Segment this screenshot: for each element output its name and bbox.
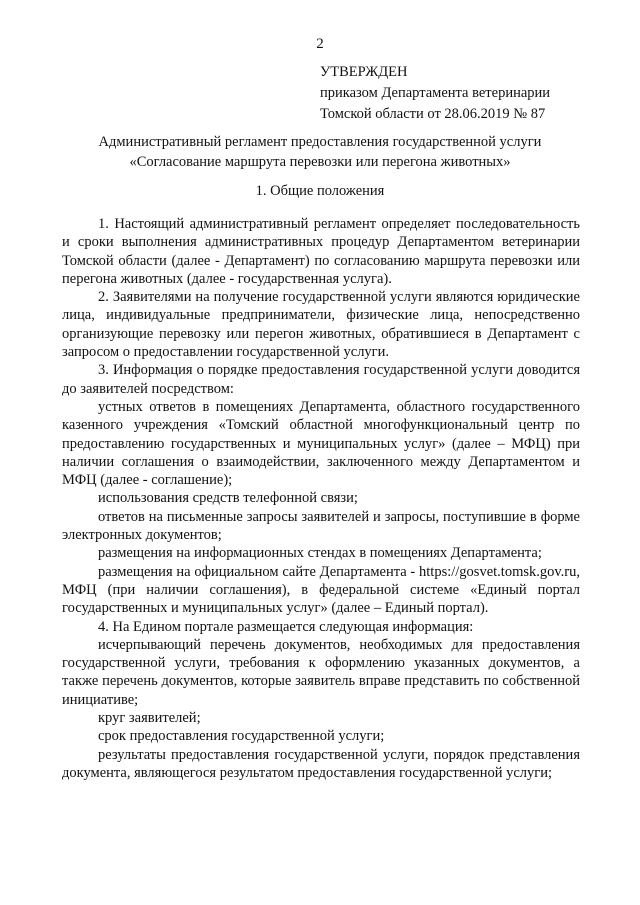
- section-heading: 1. Общие положения: [255, 183, 385, 199]
- list-item-stands: размещения на информационных стендах в помещениях Департамента;: [98, 545, 542, 562]
- title-line-2: «Согласование маршрута перевозки или перегона животных»: [129, 154, 511, 170]
- title-line-1: Административный регламент предоставления государственной услуги: [98, 134, 542, 150]
- approval-date-line: Томской области от 28.06.2019 № 87: [320, 106, 546, 122]
- approval-order-line: приказом Департамента ветеринарии: [320, 85, 551, 101]
- list-item-phone: использования средств телефонной связи;: [98, 490, 358, 507]
- list-item-website: размещения на официальном сайте Департамента - https://gosvet.tomsk.gov.ru, МФЦ (при наличии соглашения), в федеральной системе «Единый портал государственных и муниципальных услуг» (далее – Единый портал).: [62, 563, 580, 617]
- page-number: 2: [316, 36, 324, 52]
- paragraph-3: 3. Информация о порядке предоставления государственной услуги доводится до заявителей посредством:: [62, 362, 580, 397]
- approval-heading: УТВЕРЖДЕН: [320, 64, 408, 80]
- list-item-oral-answers: устных ответов в помещениях Департамента, областного государственного казенного учреждения «Томский областной многофункциональный центр по предоставлению государственных и муниципальных услуг» (далее – МФЦ) при наличии соглашения о взаимодействии, заключенного между Департаментом и МФЦ (далее - соглашение);: [62, 398, 580, 489]
- document-body: [62, 215, 580, 782]
- list-item-written-answers: ответов на письменные запросы заявителей и запросы, поступившие в форме электронных документов;: [62, 508, 580, 544]
- document-title: [60, 132, 580, 172]
- paragraph-2: 2. Заявителями на получение государственной услуги являются юридические лица, индивидуальные предприниматели, физические лица, непосредственно организующие перевозку или перегон животных, обратившиеся в Департамент с запросом о предоставлении государственной услуги.: [62, 289, 580, 361]
- paragraph-1: 1. Настоящий административный регламент определяет последовательность и сроки выполнения административных процедур Департаментом ветеринарии Томской области (далее - Департамент) по согласованию маршрута перевозки или перегона животных (далее - государственная услуга).: [62, 216, 580, 287]
- list-item-applicants: круг заявителей;: [98, 710, 201, 727]
- list-item-documents: исчерпывающий перечень документов, необходимых для предоставления государственной услуги, требования к оформлению указанных документов, а также перечень документов, которые заявитель вправе представить по собственной инициативе;: [62, 636, 580, 708]
- list-item-results: результаты предоставления государственной услуги, порядок представления документа, являющегося результатом предоставления государственной услуги;: [62, 746, 580, 781]
- paragraph-4: 4. На Едином портале размещается следующая информация:: [98, 618, 474, 635]
- list-item-deadline: срок предоставления государственной услуги;: [98, 728, 385, 745]
- approval-block: [320, 62, 550, 125]
